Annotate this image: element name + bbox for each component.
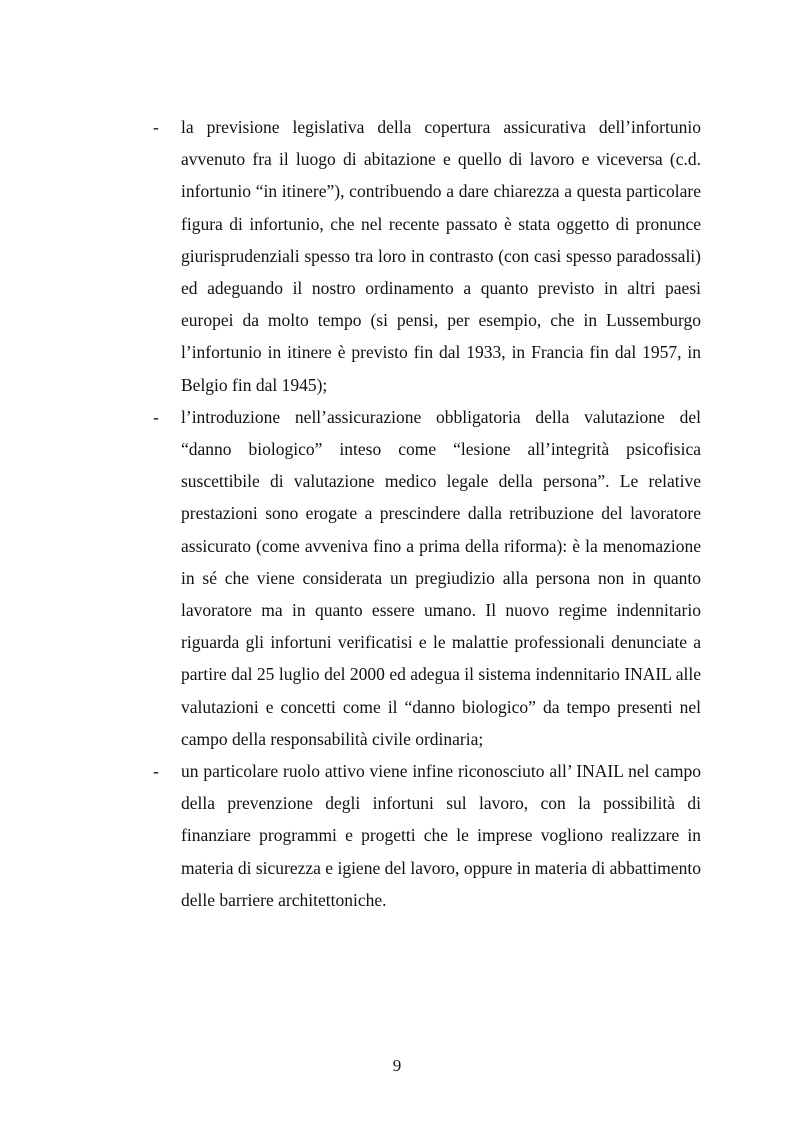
list-item-text: l’introduzione nell’assicurazione obbligatoria della valutazione del “danno biologico” inteso come “lesione all’integrità psicofisica suscettibile di valutazione medico legale della persona”. Le relative prestazioni sono erogate a prescindere dalla retribuzione del lavoratore assicurato (come avveniva fino a prima della riforma): è la menomazione in sé che viene considerata un pregiudizio alla persona non in quanto lavoratore ma in quanto essere umano. Il nuovo regime indennitario riguarda gli infortuni verificatisi e le malattie professionali denunciate a partire dal 25 luglio del 2000 ed adegua il sistema indennitario INAIL alle valutazioni e concetti come il “danno biologico” da tempo presenti nel campo della responsabilità civile ordinaria; — [181, 406, 701, 749]
page-number: 9 — [392, 1056, 402, 1075]
list-item — [153, 401, 701, 755]
document-body — [153, 111, 701, 916]
bullet-dash: - — [153, 117, 159, 137]
list-item-text: la previsione legislativa della copertura assicurativa dell’infortunio avvenuto fra il luogo di abitazione e quello di lavoro e viceversa (c.d. infortunio “in itinere”), contribuendo a dare chiarezza a questa particolare figura di infortunio, che nel recente passato è stata oggetto di pronunce giurisprudenziali spesso tra loro in contrasto (con casi spesso paradossali) ed adeguando il nostro ordinamento a quanto previsto in altri paesi europei da molto tempo (si pensi, per esempio, che in Lussemburgo l’infortunio in itinere è previsto fin dal 1933, in Francia fin dal 1957, in Belgio fin dal 1945); — [181, 117, 701, 395]
bullet-dash: - — [153, 761, 159, 782]
list-item — [153, 111, 701, 401]
list-item — [153, 755, 701, 916]
list-item-text: un particolare ruolo attivo viene infine riconosciuto all’ INAIL nel campo della prevenzione degli infortuni sul lavoro, con la possibilità di finanziare programmi e progetti che le imprese vogliono realizzare in materia di sicurezza e igiene del lavoro, oppure in materia di abbattimento delle barriere architettoniche. — [181, 761, 701, 910]
bullet-dash: - — [153, 406, 159, 427]
